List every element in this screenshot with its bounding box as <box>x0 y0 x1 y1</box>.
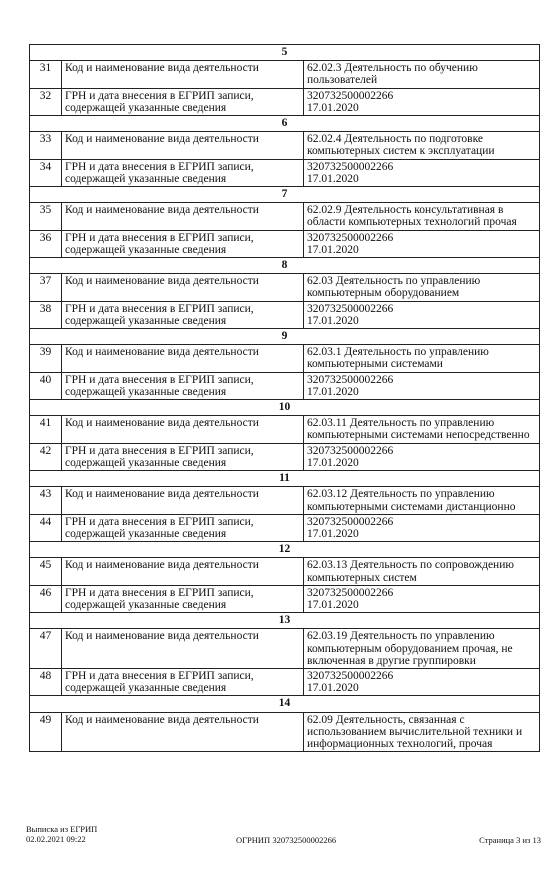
row-value: 320732500002266 17.01.2020 <box>304 514 540 541</box>
row-number: 32 <box>30 88 62 115</box>
table-row <box>30 629 540 669</box>
row-value: 320732500002266 17.01.2020 <box>304 668 540 695</box>
row-label: Код и наименование вида деятельности <box>62 345 304 372</box>
section-number: 5 <box>30 45 540 61</box>
row-number: 48 <box>30 668 62 695</box>
table-row <box>30 487 540 514</box>
row-value: 62.03.11 Деятельность по управлению компьютерными системами непосредственно <box>304 416 540 443</box>
row-label: Код и наименование вида деятельности <box>62 558 304 585</box>
table-row <box>30 585 540 612</box>
footer-datetime: 02.02.2021 09:22 <box>26 834 86 844</box>
row-value: 320732500002266 17.01.2020 <box>304 301 540 328</box>
row-value: 320732500002266 17.01.2020 <box>304 230 540 257</box>
row-number: 44 <box>30 514 62 541</box>
section-number: 14 <box>30 696 540 712</box>
row-value: 62.03.1 Деятельность по управлению компьютерными системами <box>304 345 540 372</box>
section-header-row <box>30 258 540 274</box>
row-label: ГРН и дата внесения в ЕГРИП записи, содержащей указанные сведения <box>62 443 304 470</box>
row-value: 62.02.9 Деятельность консультативная в области компьютерных технологий прочая <box>304 203 540 230</box>
row-number: 39 <box>30 345 62 372</box>
row-label: Код и наименование вида деятельности <box>62 132 304 159</box>
section-number: 10 <box>30 400 540 416</box>
section-header-row <box>30 116 540 132</box>
row-label: Код и наименование вида деятельности <box>62 61 304 88</box>
table-row <box>30 345 540 372</box>
row-value: 62.02.4 Деятельность по подготовке компьютерных систем к эксплуатации <box>304 132 540 159</box>
section-header-row <box>30 45 540 61</box>
section-header-row <box>30 400 540 416</box>
row-label: ГРН и дата внесения в ЕГРИП записи, содержащей указанные сведения <box>62 668 304 695</box>
section-number: 9 <box>30 329 540 345</box>
table-row <box>30 159 540 186</box>
section-number: 12 <box>30 542 540 558</box>
row-label: ГРН и дата внесения в ЕГРИП записи, содержащей указанные сведения <box>62 585 304 612</box>
row-label: ГРН и дата внесения в ЕГРИП записи, содержащей указанные сведения <box>62 159 304 186</box>
row-value: 320732500002266 17.01.2020 <box>304 443 540 470</box>
row-number: 46 <box>30 585 62 612</box>
footer-left <box>26 824 97 844</box>
row-number: 49 <box>30 712 62 752</box>
section-number: 8 <box>30 258 540 274</box>
row-value: 62.03.12 Деятельность по управлению компьютерными системами дистанционно <box>304 487 540 514</box>
section-header-row <box>30 329 540 345</box>
table-row <box>30 712 540 752</box>
row-number: 37 <box>30 274 62 301</box>
row-number: 43 <box>30 487 62 514</box>
footer-ogrnip: ОГРНИП 320732500002266 <box>236 835 337 845</box>
row-number: 47 <box>30 629 62 669</box>
row-label: Код и наименование вида деятельности <box>62 712 304 752</box>
table-row <box>30 416 540 443</box>
section-number: 6 <box>30 116 540 132</box>
row-number: 34 <box>30 159 62 186</box>
table-body <box>30 45 540 752</box>
table-row <box>30 443 540 470</box>
row-label: ГРН и дата внесения в ЕГРИП записи, содержащей указанные сведения <box>62 514 304 541</box>
footer-page-number: Страница 3 из 13 <box>479 835 541 845</box>
section-number: 11 <box>30 471 540 487</box>
row-label: Код и наименование вида деятельности <box>62 203 304 230</box>
row-number: 35 <box>30 203 62 230</box>
section-header-row <box>30 542 540 558</box>
row-value: 62.03.13 Деятельность по сопровождению компьютерных систем <box>304 558 540 585</box>
row-number: 31 <box>30 61 62 88</box>
row-label: Код и наименование вида деятельности <box>62 487 304 514</box>
table-row <box>30 301 540 328</box>
row-number: 33 <box>30 132 62 159</box>
row-value: 320732500002266 17.01.2020 <box>304 372 540 399</box>
table-row <box>30 668 540 695</box>
row-label: ГРН и дата внесения в ЕГРИП записи, содержащей указанные сведения <box>62 88 304 115</box>
row-value: 320732500002266 17.01.2020 <box>304 159 540 186</box>
row-number: 36 <box>30 230 62 257</box>
row-label: ГРН и дата внесения в ЕГРИП записи, содержащей указанные сведения <box>62 230 304 257</box>
row-number: 45 <box>30 558 62 585</box>
row-label: Код и наименование вида деятельности <box>62 416 304 443</box>
section-header-row <box>30 613 540 629</box>
row-value: 62.03 Деятельность по управлению компьютерным оборудованием <box>304 274 540 301</box>
table-row <box>30 132 540 159</box>
row-value: 62.03.19 Деятельность по управлению компьютерным оборудованием прочая, не включенная в другие группировки <box>304 629 540 669</box>
row-label: Код и наименование вида деятельности <box>62 274 304 301</box>
row-value: 62.02.3 Деятельность по обучению пользователей <box>304 61 540 88</box>
row-value: 62.09 Деятельность, связанная с использованием вычислительной техники и информационных технологий, прочая <box>304 712 540 752</box>
section-header-row <box>30 471 540 487</box>
section-header-row <box>30 187 540 203</box>
row-number: 40 <box>30 372 62 399</box>
row-label: Код и наименование вида деятельности <box>62 629 304 669</box>
row-value: 320732500002266 17.01.2020 <box>304 88 540 115</box>
egrip-activity-table <box>29 44 540 752</box>
table-row <box>30 558 540 585</box>
table-row <box>30 514 540 541</box>
table-row <box>30 88 540 115</box>
row-label: ГРН и дата внесения в ЕГРИП записи, содержащей указанные сведения <box>62 372 304 399</box>
row-number: 38 <box>30 301 62 328</box>
row-number: 42 <box>30 443 62 470</box>
section-number: 7 <box>30 187 540 203</box>
row-number: 41 <box>30 416 62 443</box>
row-value: 320732500002266 17.01.2020 <box>304 585 540 612</box>
table-row <box>30 230 540 257</box>
table-row <box>30 61 540 88</box>
row-label: ГРН и дата внесения в ЕГРИП записи, содержащей указанные сведения <box>62 301 304 328</box>
table-row <box>30 203 540 230</box>
section-header-row <box>30 696 540 712</box>
section-number: 13 <box>30 613 540 629</box>
footer-doc-name: Выписка из ЕГРИП <box>26 824 98 834</box>
table-row <box>30 274 540 301</box>
table-row <box>30 372 540 399</box>
